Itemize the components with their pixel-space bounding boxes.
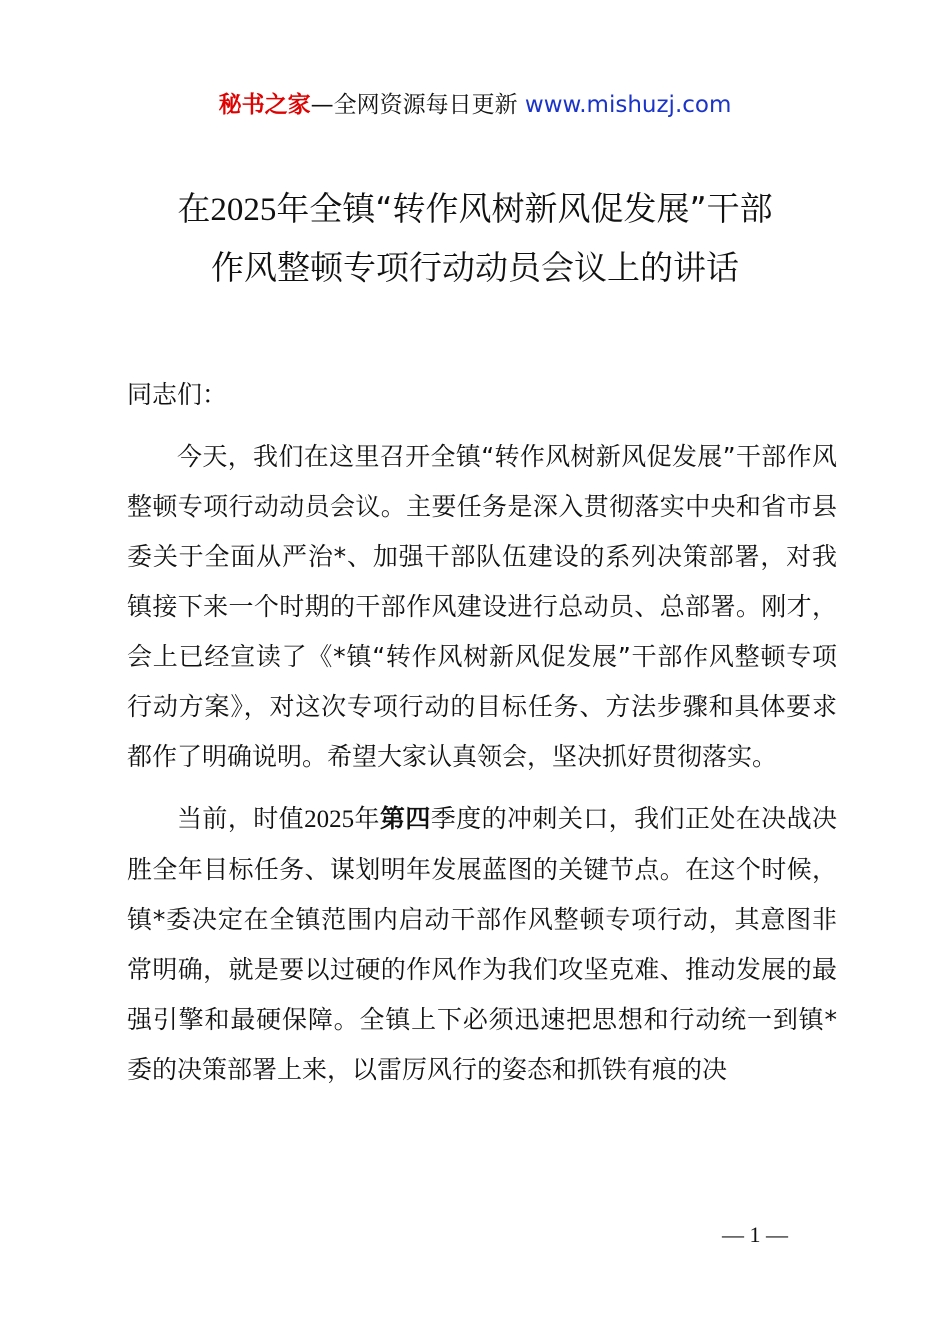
salutation: 同志们：: [127, 380, 228, 409]
header-slogan: —全网资源每日更新: [310, 92, 525, 118]
site-url-link[interactable]: www.mishuzj.com: [524, 92, 732, 118]
paragraph-2: 当前，时值2025年第四季度的冲刺关口，我们正处在决战决胜全年目标任务、谋划明年发展蓝图的关键节点。在这个时候，镇*委决定在全镇范围内启动干部作风整顿专项行动，其意图非常明确，就是要以过硬的作风作为我们攻坚克难、推动发展的最强引擎和最硬保障。全镇上下必须迅速把思想和行动统一到镇*委的决策部署上来，以雷厉风行的姿态和抓铁有痕的决: [127, 804, 837, 1084]
bold-quarter: 第四: [379, 804, 431, 833]
document-body: [127, 370, 837, 1107]
title-line-2: 作风整顿专项行动动员会议上的讲话: [211, 248, 739, 287]
document-title: [60, 180, 890, 297]
paragraph-1: 今天，我们在这里召开全镇“转作风树新风促发展”干部作风整顿专项行动动员会议。主要任务是深入贯彻落实中央和省市县委关于全面从严治*、加强干部队伍建设的系列决策部署，对我镇接下来一个时期的干部作风建设进行总动员、总部署。刚才，会上已经宣读了《*镇“转作风树新风促发展”干部作风整顿专项行动方案》，对这次专项行动的目标任务、方法步骤和具体要求都作了明确说明。希望大家认真领会，坚决抓好贯彻落实。: [127, 442, 837, 771]
title-line-1: 在2025年全镇“转作风树新风促发展”干部: [177, 189, 773, 228]
brand-name: 秘书之家: [218, 92, 311, 118]
site-header: [0, 89, 950, 121]
page-number: — 1 —: [722, 1222, 788, 1247]
